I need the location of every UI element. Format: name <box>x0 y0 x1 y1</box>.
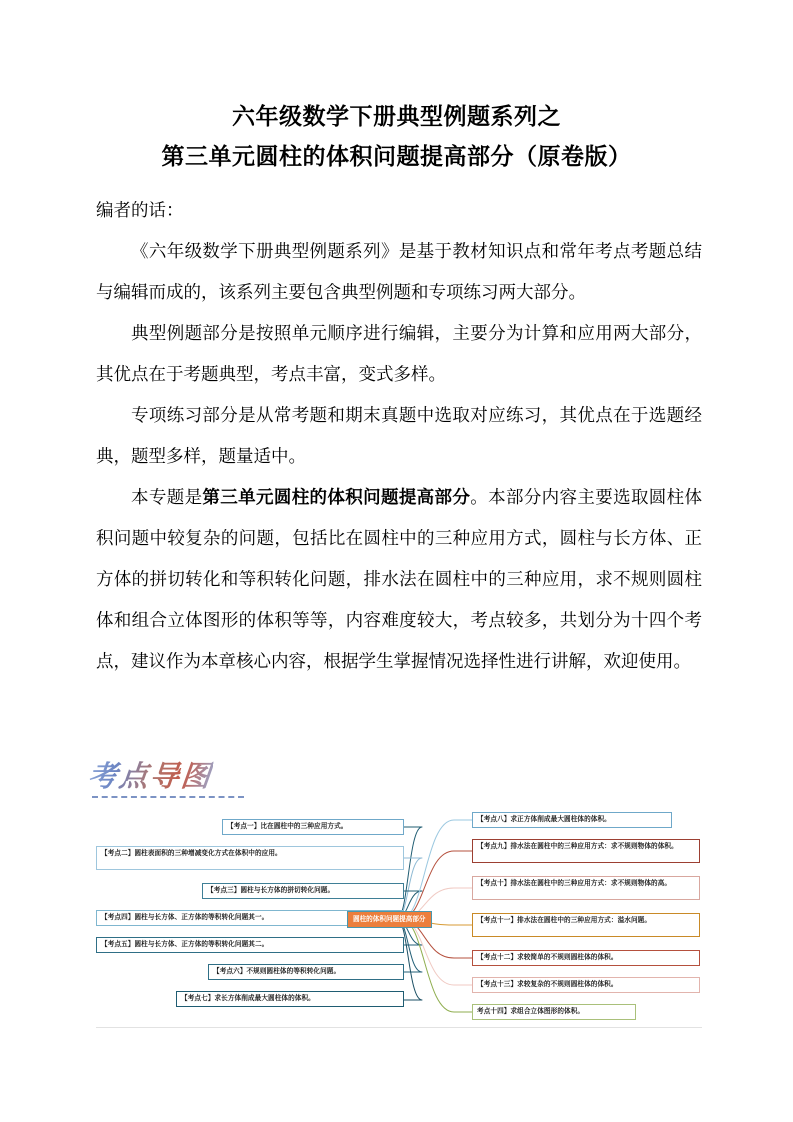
mindmap-node-left-3: 【考点三】圆柱与长方体的拼切转化问题。 <box>202 883 404 899</box>
editor-note-label: 编者的话： <box>96 200 184 220</box>
intro-paragraph-2: 典型例题部分是按照单元顺序进行编辑，主要分为计算和应用两大部分，其优点在于考题典型，考点丰富，变式多样。 <box>96 323 702 384</box>
mindmap-node-right-2: 【考点九】排水法在圆柱中的三种应用方式：求不规则物体的体积。 <box>472 839 700 863</box>
topic-rest: 。本部分内容主要选取圆柱体积问题中较复杂的问题，包括比在圆柱中的三种应用方式，圆柱与长方体、正方体的拼切转化和等积转化问题，排水法在圆柱中的三种应用，求不规则圆柱体和组合立体图形的体积等等，内容难度较大，考点较多，共划分为十四个考点，建议作为本章核心内容，根据学生掌握情况选择性进行讲解，欢迎使用。 <box>96 487 703 671</box>
topic-bold: 第三单元圆柱的体积问题提高部分 <box>202 487 471 507</box>
mindmap-node-left-7: 【考点七】求长方体削成最大圆柱体的体积。 <box>176 991 404 1007</box>
mindmap-diagram <box>96 806 702 1032</box>
page-title-line-1: 六年级数学下册典型例题系列之 <box>232 103 561 129</box>
mindmap-node-right-5: 【考点十二】求较简单的不规则圆柱体的体积。 <box>472 950 700 966</box>
section-heading-text: 考点导图 <box>86 759 214 793</box>
topic-lead: 本专题是 <box>131 487 203 507</box>
section-heading-block <box>88 758 288 804</box>
mindmap-node-right-6: 【考点十三】求较复杂的不规则圆柱体的体积。 <box>472 977 700 993</box>
mindmap-node-left-5: 【考点五】圆柱与长方体、正方体的等积转化问题其二。 <box>96 937 404 953</box>
page-title-line-2: 第三单元圆柱的体积问题提高部分（原卷版） <box>161 143 632 169</box>
mindmap-node-left-1: 【考点一】比在圆柱中的三种应用方式。 <box>222 819 404 835</box>
section-heading-divider <box>92 796 244 798</box>
mindmap-node-left-2: 【考点二】圆柱表面积的三种增减变化方式在体积中的应用。 <box>96 846 404 870</box>
document-title-block <box>0 96 793 176</box>
document-body <box>96 190 702 682</box>
topic-paragraph <box>96 477 702 682</box>
mindmap-node-left-4: 【考点四】圆柱与长方体、正方体的等积转化问题其一。 <box>96 910 404 926</box>
mindmap-node-left-6: 【考点六】不规则圆柱体的等积转化问题。 <box>208 964 404 980</box>
mindmap-node-right-4: 【考点十一】排水法在圆柱中的三种应用方式：溢水问题。 <box>472 913 700 937</box>
mindmap-node-right-1: 【考点八】求正方体削成最大圆柱体的体积。 <box>472 812 672 828</box>
mindmap-node-right-7: 考点十四】求组合立体图形的体积。 <box>472 1004 636 1020</box>
mindmap-node-right-3: 【考点十】排水法在圆柱中的三种应用方式：求不规则物体的高。 <box>472 876 700 900</box>
mindmap-center-node: 圆柱的体积问题提高部分 <box>347 911 432 928</box>
intro-paragraph-3: 专项练习部分是从常考题和期末真题中选取对应练习，其优点在于选题经典，题型多样，题量适中。 <box>96 405 702 466</box>
intro-paragraph-1: 《六年级数学下册典型例题系列》是基于教材知识点和常年考点考题总结与编辑而成的，该系列主要包含典型例题和专项练习两大部分。 <box>96 241 702 302</box>
mindmap-bottom-divider <box>96 1027 702 1028</box>
